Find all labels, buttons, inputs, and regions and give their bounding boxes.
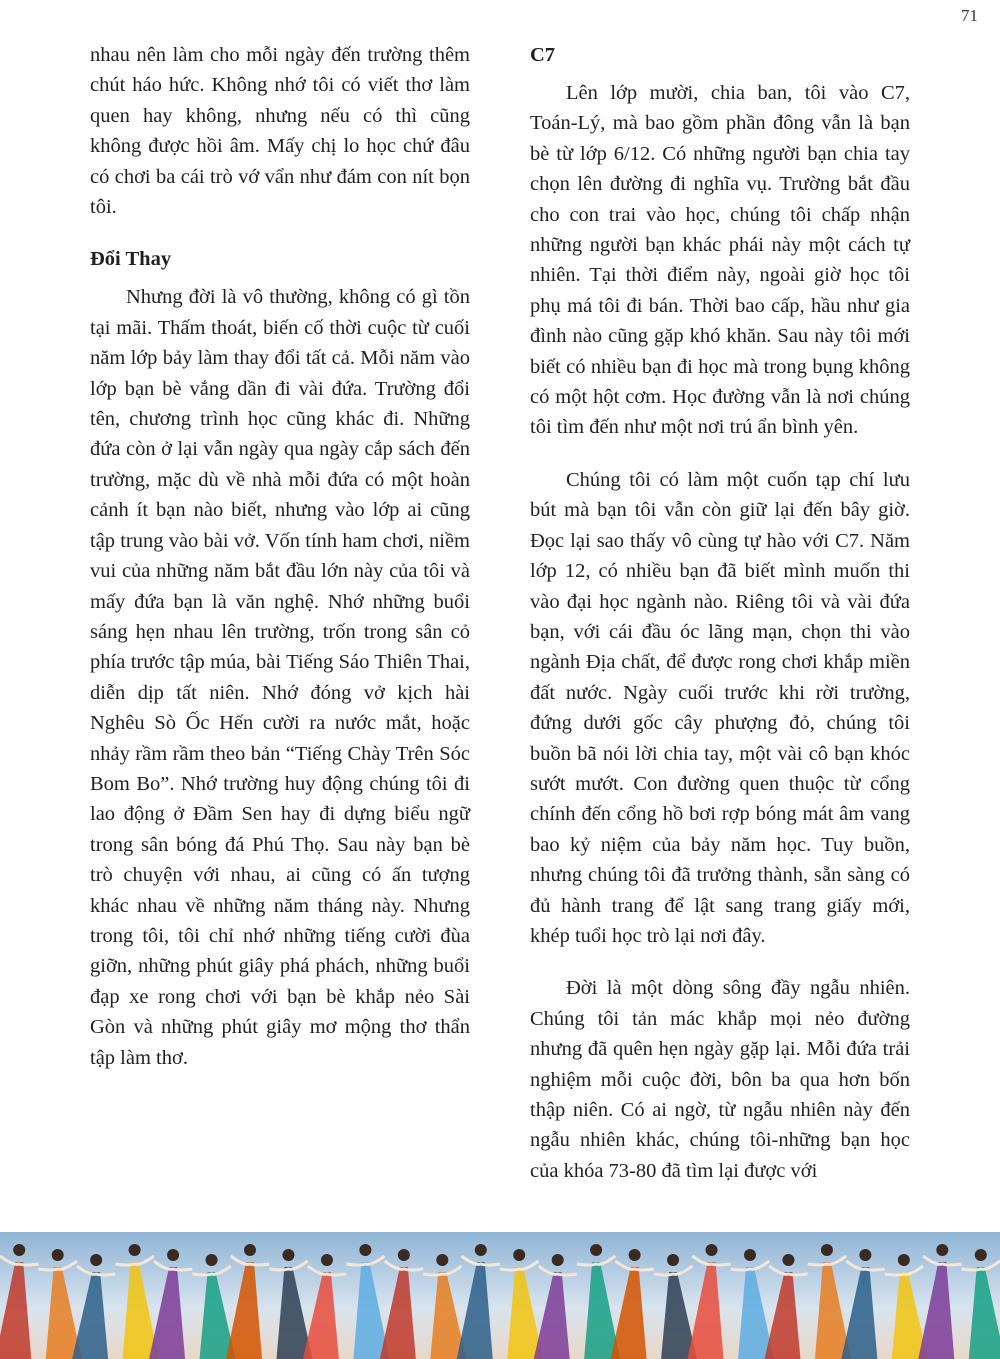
right-column	[530, 40, 910, 1208]
body-paragraph: Chúng tôi có làm một cuốn tạp chí lưu bút mà bạn tôi vẫn còn giữ lại đến bây giờ. Đọc lại sao thấy vô cùng tự hào với C7. Năm lớp 12, có nhiều bạn đã biết mình muốn thi vào đại học ngành nào. Riêng tôi và vài đứa bạn, với cái đầu óc lãng mạn, chọn thi vào ngành Địa chất, để được rong chơi khắp miền đất nước. Ngày cuối trước khi rời trường, đứng dưới gốc cây phượng đỏ, chúng tôi buồn bã nói lời chia tay, một vài cô bạn khóc sướt mướt. Con đường quen thuộc từ cổng chính đến cổng hồ bơi rợp bóng mát âm vang bao kỷ niệm của bảy năm học. Tuy buồn, nhưng chúng tôi đã trưởng thành, sẵn sàng có đủ hành trang để lật sang trang giấy mới, khép tuổi học trò lại nơi đây.	[530, 468, 910, 947]
intro-paragraph: nhau nên làm cho mỗi ngày đến trường thêm chút háo hức. Không nhớ tôi có viết thơ làm quen hay không, nhưng nếu có thì cũng không được hồi âm. Mấy chị lo học chứ đâu có chơi ba cái trò vớ vẩn như đám con nít bọn tôi.	[90, 44, 470, 219]
body-paragraph: Đời là một dòng sông đầy ngẫu nhiên. Chúng tôi tản mác khắp mọi nẻo đường nhưng đã quên hẹn ngày gặp lại. Mỗi đứa trải nghiệm mỗi cuộc đời, bôn ba qua hơn bốn thập niên. Có ai ngờ, từ ngẫu nhiên này đến ngẫu nhiên khác, chúng tôi-những bạn học của khóa 73-80 đã tìm lại được với	[530, 977, 910, 1182]
page-number: 71	[961, 6, 978, 25]
body-paragraph: Nhưng đời là vô thường, không có gì tồn tại mãi. Thấm thoát, biến cố thời cuộc từ cuối năm lớp bảy làm thay đổi tất cả. Mỗi năm vào lớp bạn bè vắng dần đi vài đứa. Trường đổi tên, chương trình học cũng khác đi. Những đứa còn ở lại vẫn ngày qua ngày cắp sách đến trường, mặc dù về nhà mỗi đứa có một hoàn cảnh ít bạn nào biết, nhưng vào lớp ai cũng tập trung vào bài vở. Vốn tính ham chơi, niềm vui của những năm bắt đầu lớn này của tôi và mấy đứa bạn là văn nghệ. Nhớ những buổi sáng hẹn nhau lên trường, trốn trong sân cỏ phía trước tập múa, bài Tiếng Sáo Thiên Thai, diễn dịp tất niên. Nhớ đóng vở kịch hài Nghêu Sò Ốc Hến cười ra nước mắt, hoặc nhảy rầm rầm theo bản “Tiếng Chày Trên Sóc Bom Bo”. Nhớ trường huy động chúng tôi đi lao động ở Đầm Sen hay đi dựng biểu ngữ trong sân bóng đá Phú Thọ. Sau này bạn bè trò chuyện với nhau, ai cũng có ấn tượng khác nhau về những năm tháng này. Nhưng trong tôi, tôi chỉ nhớ những tiếng cười đùa giỡn, những phút giây phá phách, những buổi đạp xe rong chơi với bạn bè khắp nẻo Sài Gòn và những phút giây mơ mộng thơ thẩn tập làm thơ.	[90, 286, 470, 1069]
banner-illustration	[0, 1232, 1000, 1359]
dancing-figures-banner	[0, 1232, 1000, 1359]
body-paragraph: Lên lớp mười, chia ban, tôi vào C7, Toán-Lý, mà bao gồm phần đông vẫn là bạn bè từ lớp 6/12. Có những người bạn chia tay chọn lên đường đi nghĩa vụ. Trường bắt đầu cho con trai vào học, chúng tôi chấp nhận những người bạn khác phái này một cách tự nhiên. Tại thời điểm này, ngoài giờ học tôi phụ má tôi đi bán. Thời bao cấp, hầu như gia đình nào cũng gặp khó khăn. Sau này tôi mới biết có nhiều bạn đi học mà trong bụng không có một hột cơm. Học đường vẫn là nơi chúng tôi tìm đến như một nơi trú ẩn bình yên.	[530, 82, 910, 439]
section-heading-c7: C7	[530, 44, 556, 66]
left-column	[90, 40, 470, 1095]
section-heading-doi-thay: Đổi Thay	[90, 248, 172, 271]
